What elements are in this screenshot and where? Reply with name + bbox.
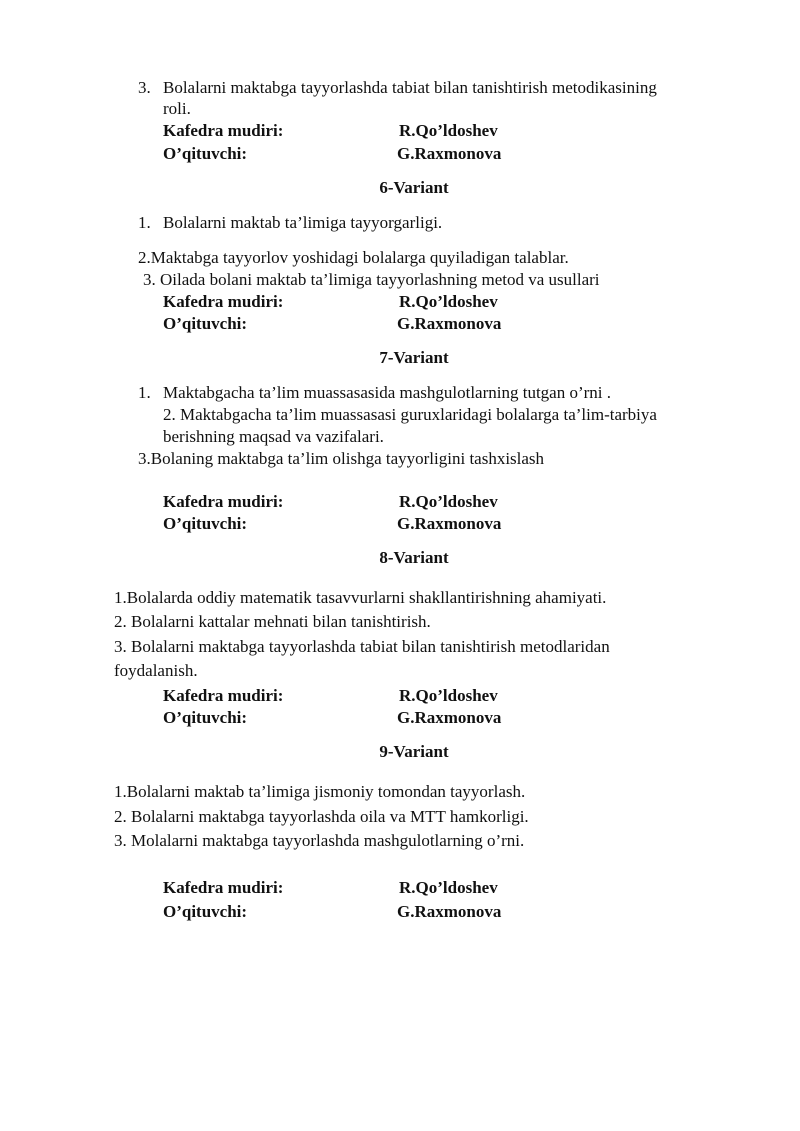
list-item-text: 3. Molalarni maktabga tayyorlashda mashgulotlarning o’rni. xyxy=(114,831,525,850)
variant-heading: 6-Variant xyxy=(379,178,449,197)
head-of-department-name: R.Qo’ldoshev xyxy=(399,878,498,897)
head-of-department-name: R.Qo’ldoshev xyxy=(399,492,498,511)
list-item-text: 3.Bolaning maktabga ta’lim olishga tayyorligini tashxislash xyxy=(138,449,545,468)
list-item-text: 1.Bolalarni maktab ta’limiga jismoniy tomondan tayyorlash. xyxy=(114,782,526,801)
list-item-text: berishning maqsad va vazifalari. xyxy=(163,427,384,446)
head-of-department-name: R.Qo’ldoshev xyxy=(399,121,498,140)
variant-heading: 8-Variant xyxy=(379,548,449,567)
list-item-text: foydalanish. xyxy=(114,661,198,680)
head-of-department-label: Kafedra mudiri: xyxy=(163,878,284,897)
list-item-text: 2.Maktabga tayyorlov yoshidagi bolalarga quyiladigan talablar. xyxy=(138,248,569,267)
head-of-department-name: R.Qo’ldoshev xyxy=(399,292,498,311)
teacher-name: G.Raxmonova xyxy=(397,514,502,533)
variant-heading: 9-Variant xyxy=(379,742,449,761)
teacher-name: G.Raxmonova xyxy=(397,144,502,163)
head-of-department-label: Kafedra mudiri: xyxy=(163,686,284,705)
list-item-text: roli. xyxy=(163,99,191,118)
list-item-text: 2. Bolalarni maktabga tayyorlashda oila va MTT hamkorligi. xyxy=(114,807,529,826)
list-item-number: 1. xyxy=(138,383,151,402)
list-item-text: Bolalarni maktabga tayyorlashda tabiat bilan tanishtirish metodikasining xyxy=(163,78,657,97)
list-item-text: Bolalarni maktab ta’limiga tayyorgarligi. xyxy=(163,213,443,232)
list-item-text: Maktabgacha ta’lim muassasasida mashgulotlarning tutgan o’rni . xyxy=(163,383,612,402)
head-of-department-label: Kafedra mudiri: xyxy=(163,292,284,311)
teacher-label: O’qituvchi: xyxy=(163,314,248,333)
teacher-name: G.Raxmonova xyxy=(397,708,502,727)
teacher-name: G.Raxmonova xyxy=(397,314,502,333)
head-of-department-label: Kafedra mudiri: xyxy=(163,492,284,511)
teacher-label: O’qituvchi: xyxy=(163,144,248,163)
list-item-text: 3. Bolalarni maktabga tayyorlashda tabiat bilan tanishtirish metodlaridan xyxy=(114,637,610,656)
list-item-text: 2. Bolalarni kattalar mehnati bilan tanishtirish. xyxy=(114,612,431,631)
variant-heading: 7-Variant xyxy=(379,348,449,367)
list-item-number: 1. xyxy=(138,213,151,232)
head-of-department-name: R.Qo’ldoshev xyxy=(399,686,498,705)
list-item-text: 3. Oilada bolani maktab ta’limiga tayyorlashning metod va usullari xyxy=(143,270,600,289)
head-of-department-label: Kafedra mudiri: xyxy=(163,121,284,140)
list-item-text: 2. Maktabgacha ta’lim muassasasi guruxlaridagi bolalarga ta’lim-tarbiya xyxy=(163,405,657,424)
list-item-number: 3. xyxy=(138,78,151,97)
teacher-label: O’qituvchi: xyxy=(163,708,248,727)
teacher-label: O’qituvchi: xyxy=(163,902,248,921)
list-item-text: 1.Bolalarda oddiy matematik tasavvurlarni shakllantirishning ahamiyati. xyxy=(114,588,607,607)
teacher-name: G.Raxmonova xyxy=(397,902,502,921)
teacher-label: O’qituvchi: xyxy=(163,514,248,533)
